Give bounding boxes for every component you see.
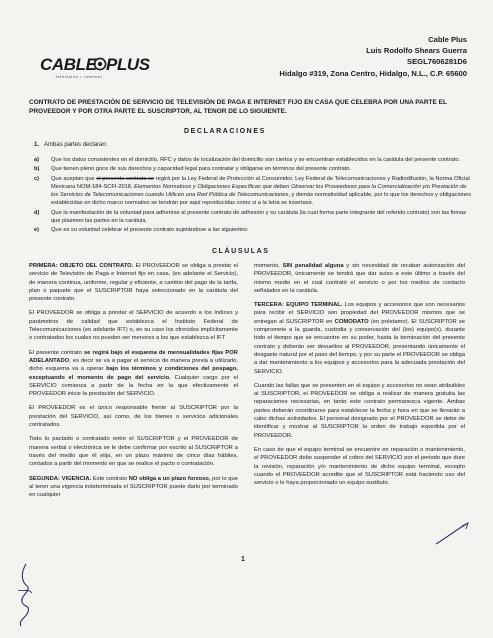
company-rfc: SEGL7606281D6	[407, 57, 467, 67]
clausula-segunda: SEGUNDA: VIGENCIA. Este contrato NO obliga a un plazo forzoso, por lo que al tener una vigencia indeterminada el SUSCRIPTOR puede darlo por terminado en cualquier	[29, 475, 238, 499]
clausulas-left-column	[29, 262, 238, 505]
company-info	[279, 34, 467, 79]
declaracion-item: b) Que tienen pleno goce de sus derechos y capacidad legal para contratar y obligarse en términos del presente contrato.	[34, 166, 352, 173]
clausula-paragraph: El presente contrato se regirá bajo el esquema de mensualidades fijas POR ADELANTADO, es decir se va a pagar el servicio de manera previa a utilizarlo, dicho esquema va a operar bajo los términos y condiciones del pospago, exceptuando el momento de pago del servicio. Cualquier cargo por el SERVICIO comienza a partir de la fecha en la que efectivamente el PROVEEDOR inicie la prestación del SERVICIO.	[29, 349, 238, 398]
svg-text:PLUS: PLUS	[106, 55, 150, 74]
clausula-tercera: TERCERA: EQUIPO TERMINAL. Los equipos y accesorios que son necesarios para recibir el SERVICIO son propiedad del PROVEEDOR mismos que se entregan al SUSCRIPTOR en COMODATO (en préstamo). El SUSCRIPTOR se compromete a la guarda, custodia y conservación del (los) equipo(s), durante todo el tiempo que se encuentre en su poder, hasta la terminación del presente contrato y deberán ser devueltos al PROVEEDOR, presentando únicamente el desgaste natural por el paso del tiempo, y por su parte el PROVEEDOR se obliga a dar mantenimiento a los equipos y accesorios para la adecuada prestación del SERVICIO.	[254, 302, 465, 375]
clausulas-heading: CLÁUSULAS	[212, 248, 270, 255]
clausulas-right-column	[254, 262, 465, 493]
clausula-paragraph: Cuando las fallas que se presenten en el equipo y accesorios no sean atribuibles al SUSCRIPTOR, el PROVEEDOR se obliga a realizar de manera gratuita las reparaciones necesarias, en tanto este contrato permanezca vigente. Ambas partes deberán coordinarse para establecer la fecha y hora en que se llevarán a cabo dichas actividades. El personal designado por el PROVEEDOR se debe de identificar y mostrar al SUSCRIPTOR la orden de trabajo expedida por el PROVEEDOR.	[254, 382, 465, 439]
declaraciones-intro	[34, 142, 107, 148]
clausula-paragraph: El PROVEEDOR se obliga a prestar el SERVICIO de acuerdo a los índices y parámetros de calidad que establezca el Instituto Federal de Telecomunicaciones (en adelante IFT) o, en su caso los ofrecidos implícitamente o contratados los cuales no pueden ser menores a los que establezca el IFT	[29, 310, 238, 342]
contract-title: CONTRATO DE PRESTACIÓN DE SERVICIO DE TELEVISIÓN DE PAGA E INTERNET FIJO EN CASA QUE CELEBRA POR UNA PARTE EL PROVEEDOR Y POR OTRA PARTE EL SUSCRIPTOR, AL TENOR DE LO SIGUIENTE.	[29, 99, 447, 116]
declaraciones-heading: DECLARACIONES	[184, 128, 266, 135]
clausula-paragraph: momento, SIN penalidad alguna y sin necesidad de recabar autorización del PROVEEDOR, únicamente se tendrá que dar aviso a este último a través del mismo medio en el cual contrató el servicio o por los medios de contacto señalados en la carátula.	[254, 263, 465, 294]
logo-tagline: Televisión • Internet	[55, 74, 103, 79]
declaracion-item: c) Que aceptan que el presente contrato se regirá por la Ley Federal de Protección al Consumidor, Ley Federal de Telecomunicaciones y Radiodifusión, la Norma Oficial Mexicana NOM-184-SCFI-2018, Elementos Normativos y Obligaciones Específicas que deben Observar los Proveedores para la Comercialización y/o Prestación de los Servicios de Telecomunicaciones cuando Utilicen una Red Pública de Telecomunicaciones, y demás normatividad aplicable, por lo que los derechos y obligaciones establecidas en dicho marco normativo se tendrán por aquí reproducidas como si a la letra se insertase.	[34, 175, 472, 207]
declaracion-item: e) Que es su voluntad celebrar el presente contrato sujetándose a las siguientes:	[34, 227, 249, 234]
clausula-paragraph: Todo lo pactado o contratado entre el SUSCRIPTOR y el PROVEEDOR de manera verbal o electrónica se le debe confirmar por escrito al SUSCRIPTOR a través del medio que él elija, en un plazo máximo de cinco días hábiles, contados a partir del momento en que se realice el pacto o contratación.	[29, 436, 238, 468]
declaracion-item: a) Que los datos consistentes en el domicilio, RFC y datos de localización del domicilio son ciertos y se encuentran establecidos en la carátula del presente contrato.	[34, 157, 461, 163]
svg-text:CABLE: CABLE	[40, 55, 97, 74]
declaracion-item: d) Que la manifestación de la voluntad para adherirse al presente contrato de adhesión y su carátula (la cual forma parte integrante del referido contrato) son las firmas que plasmen las partes en la carátula.	[34, 209, 467, 225]
declaraciones-list	[34, 156, 475, 235]
clausula-primera: PRIMERA: OBJETO DEL CONTRATO. El PROVEEDOR se obliga a prestar el servicio de Televisión de Paga e Internet fijo en casa, (en adelante el Servicio), de manera continua, uniforme, regular y eficiente, a cambio del pago de la tarifa, plan o paquete que el SUSCRIPTOR haya seleccionado en la carátula del presente contrato.	[29, 263, 239, 303]
intro-text: Ambas partes declaran:	[44, 142, 108, 148]
signature-scribble	[12, 560, 38, 630]
intro-number: 1.	[34, 142, 40, 148]
clausula-paragraph: El PROVEEDOR es el único responsable frente al SUSCRIPTOR por la prestación del SERVICIO, así como, de los bienes o servicios adicionales contratados.	[29, 405, 238, 429]
initials-mark	[432, 520, 472, 548]
clausula-paragraph: En caso de que el equipo terminal se encuentre en reparación o mantenimiento, el PROVEEDOR debe suspender el cobro del SERVICIO por el periodo que dure la revisión, reparación y/o mantenimiento de dicho equipo terminal, excepto cuando el PROVEEDOR acredite que el SUSCRIPTOR está haciendo uso del servicio o le haya proporcionado un equipo sustituto.	[254, 446, 465, 487]
company-owner: Luis Rodolfo Shears Guerra	[366, 46, 467, 56]
page-number: 1	[241, 556, 245, 563]
company-name: Cable Plus	[428, 35, 467, 44]
company-address: Hidalgo #319, Zona Centro, Hidalgo, N.L., C.P. 65600	[279, 68, 467, 78]
